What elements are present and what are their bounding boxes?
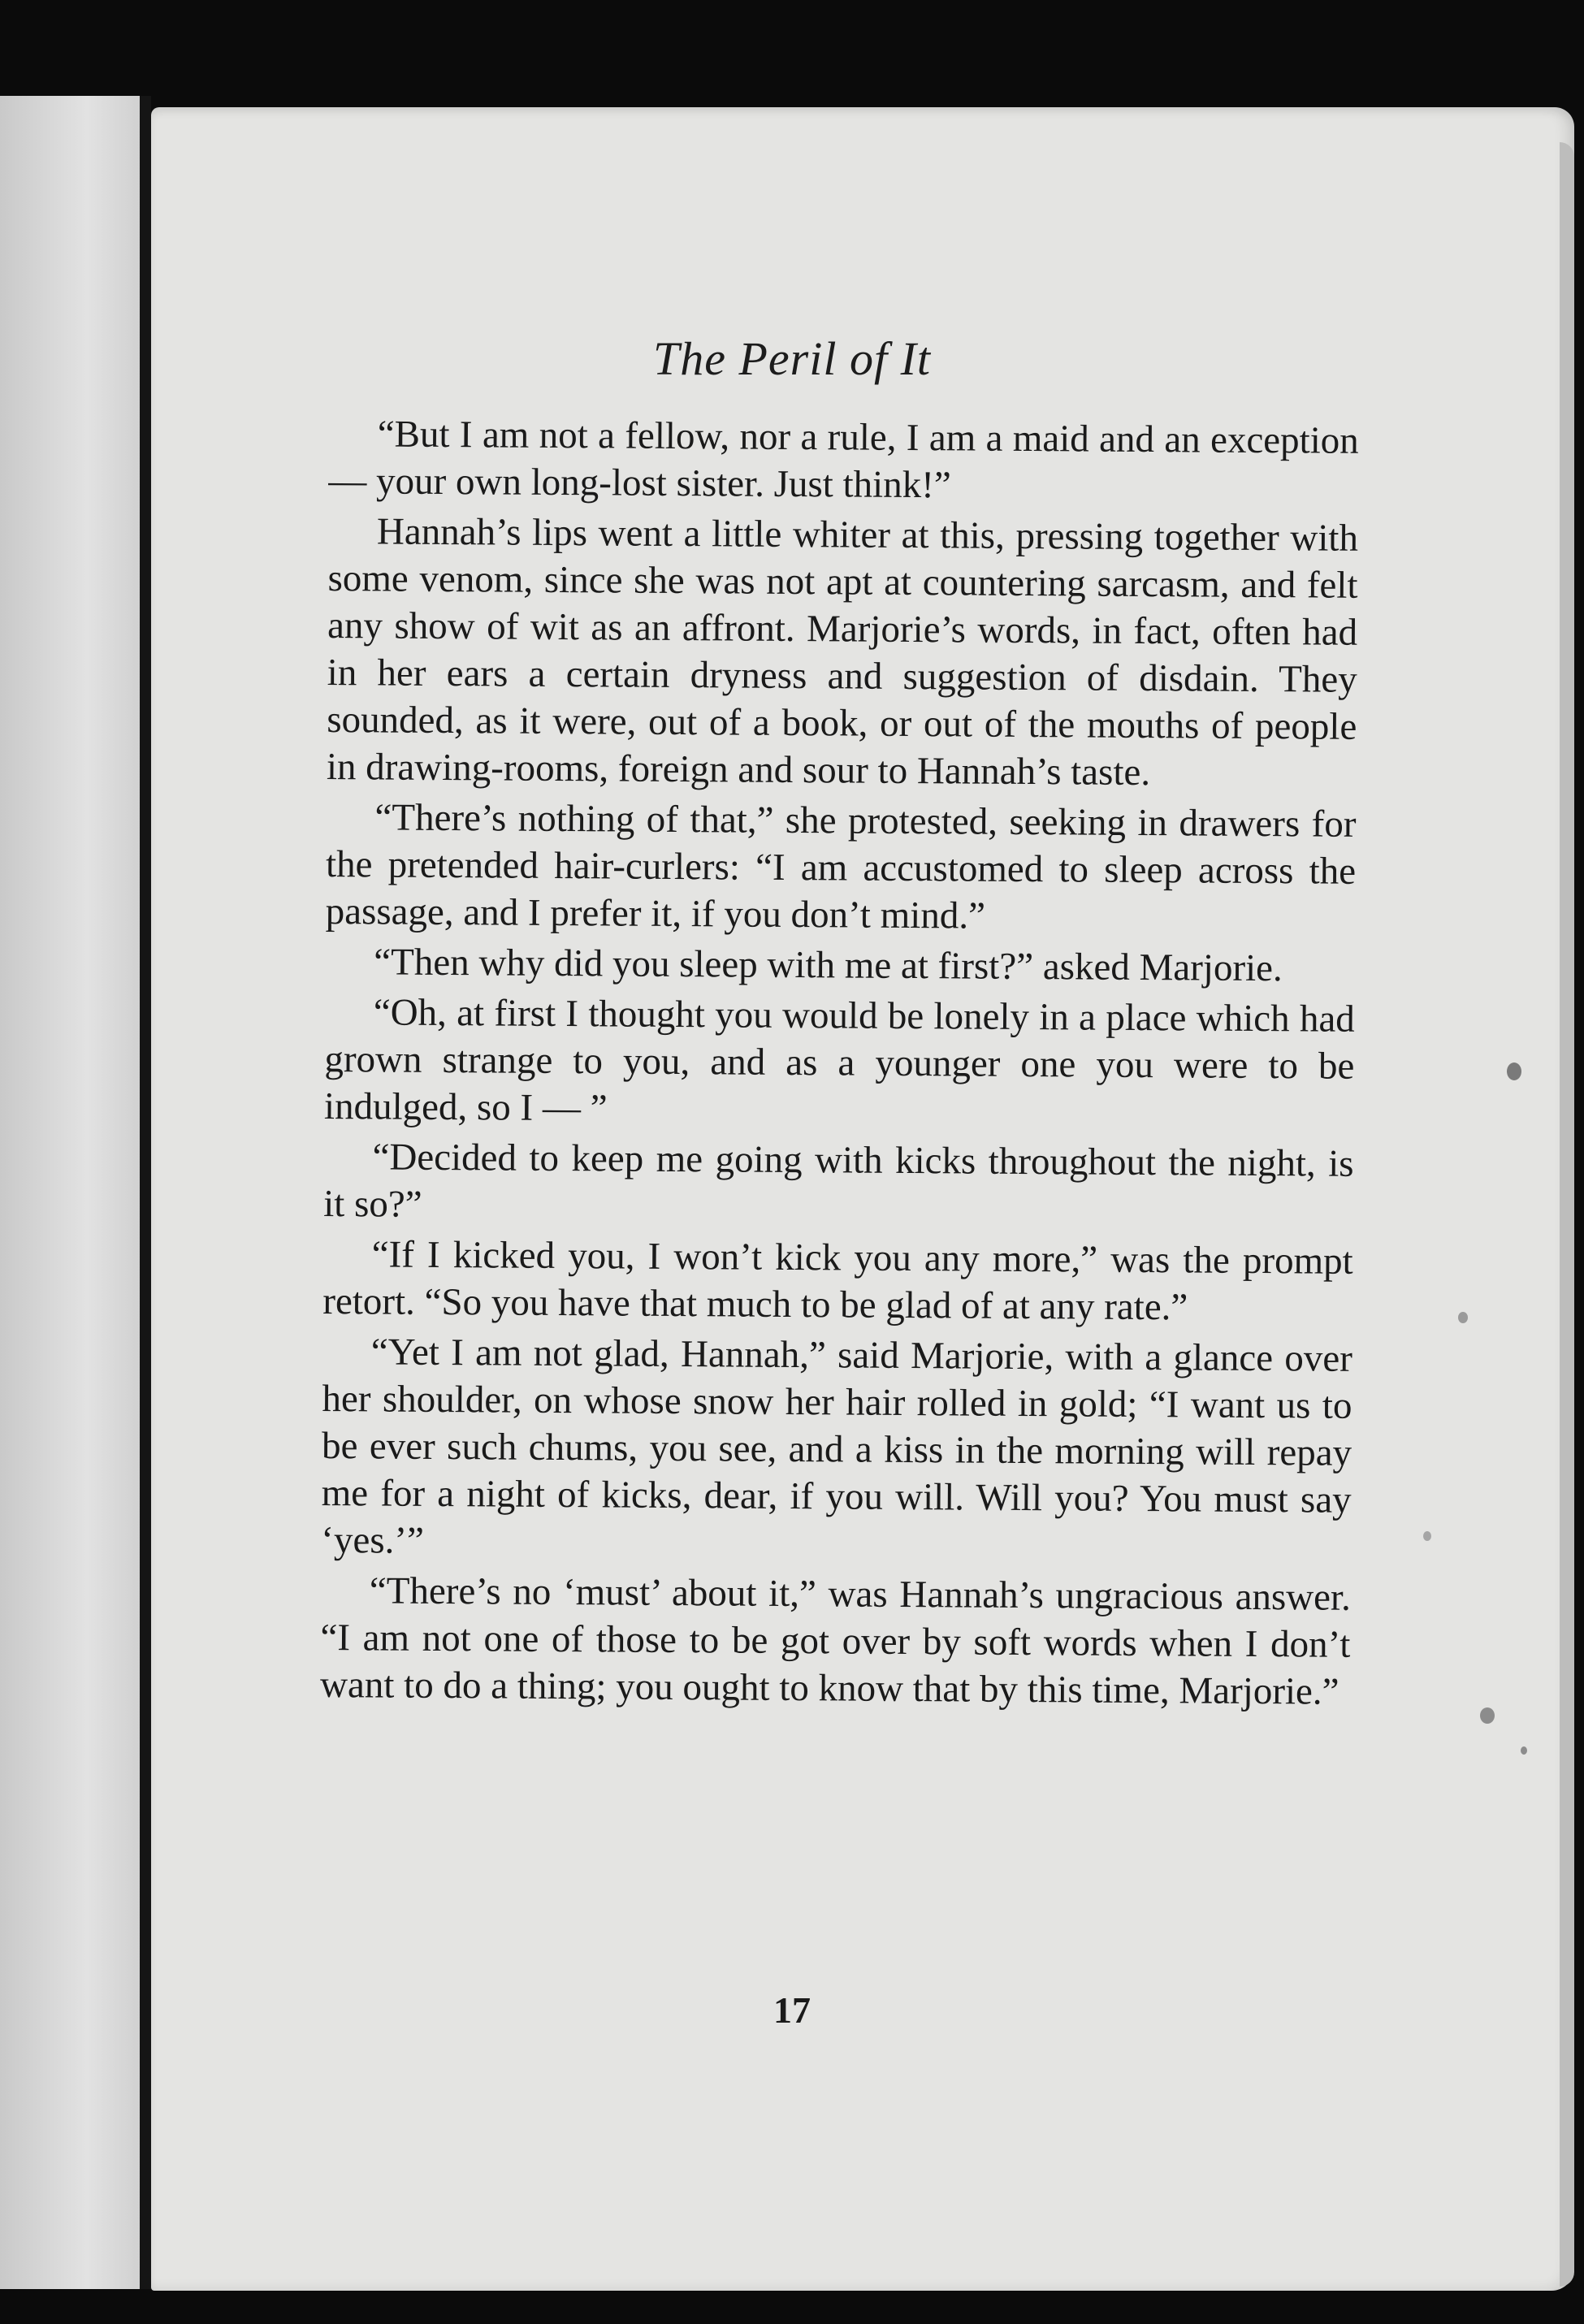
paragraph: “But I am not a fellow, nor a rule, I am a maid and an exception — your own long-lost sister. Just think!” — [328, 413, 1359, 507]
page-number: 17 — [773, 1989, 811, 2031]
paragraph: “Then why did you sleep with me at first?” asked Marjorie. — [374, 941, 1283, 990]
paragraph: Hannah’s lips went a little whiter at this, pressing together with some venom, since she was not apt at countering sarcasm, and felt any show of wit as an affront. Marjorie’s words, in fact, often had in her ears a certain dryness and suggestion of disdain. They sounded, as it were, out of a book, or out of the mouths of people in drawing-rooms, foreign and sour to Hannah’s taste. — [326, 510, 1359, 794]
running-head: The Peril of It — [652, 332, 931, 385]
scan-speck — [1521, 1746, 1527, 1755]
facing-page-edge — [0, 96, 145, 2289]
book-gutter — [140, 96, 151, 2289]
body-text — [320, 410, 1359, 1719]
paragraph: “There’s nothing of that,” she protested, seeking in drawers for the pretended hair-curlers: “I am accustomed to sleep across the passage, and I prefer it, if you don’t mind.” — [325, 796, 1357, 937]
paragraph: “There’s no ‘must’ about it,” was Hannah’s ungracious answer. “I am not one of those to be got over by soft words when I don’t want to do a thing; you ought to know that by this time, Marjorie.” — [319, 1569, 1352, 1713]
paragraph: “Oh, at first I thought you would be lonely in a place which had grown strange to you, and as a younger one you were to be indulged, so I — ” — [323, 991, 1355, 1130]
scan-speck — [1423, 1531, 1431, 1541]
paragraph: “Yet I am not glad, Hannah,” said Marjorie, with a glance over her shoulder, on whose snow her hair rolled in gold; “I want us to be ever such chums, you see, and a kiss in the morning will repay me for a night of kicks, dear, if you will. Will you? You must say ‘yes.’” — [321, 1331, 1353, 1562]
scan-speck — [1458, 1312, 1468, 1323]
scan-speck — [1480, 1707, 1495, 1724]
page-fore-edge — [1560, 142, 1574, 2287]
scan-speck — [1507, 1062, 1521, 1080]
paragraph: “If I kicked you, I won’t kick you any more,” was the prompt retort. “So you have that much to be glad of at any rate.” — [322, 1233, 1353, 1329]
paragraph: “Decided to keep me going with kicks throughout the night, is it so?” — [322, 1136, 1354, 1226]
